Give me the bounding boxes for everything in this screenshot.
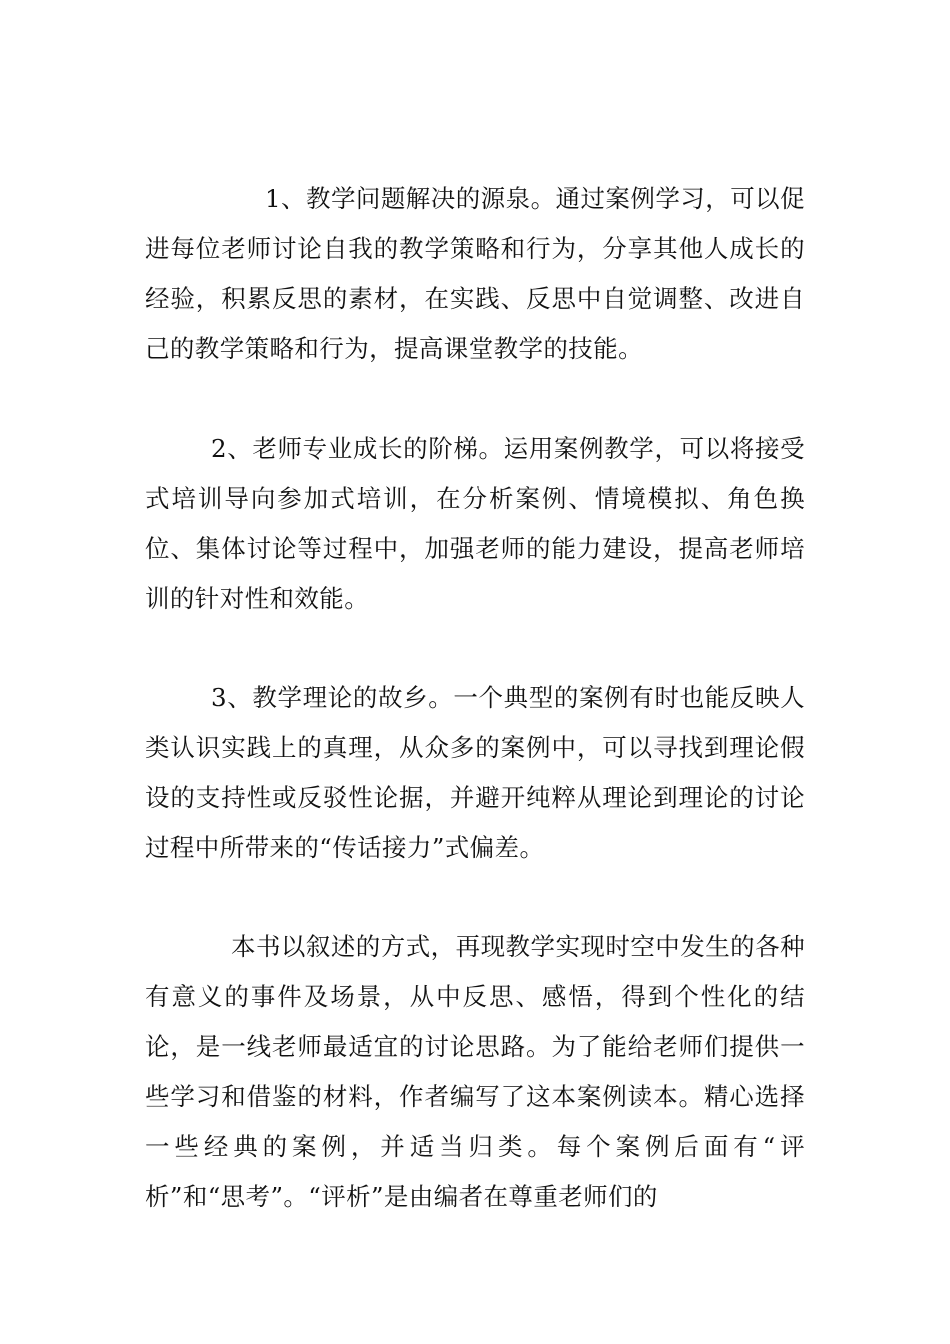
paragraph-teaching-problem-source: 1、教学问题解决的源泉。通过案例学习，可以促进每位老师讨论自我的教学策略和行为，分享其他人成长的经验，积累反思的素材，在实践、反思中自觉调整、改进自己的教学策略和行为，提高课堂教学的技能。 bbox=[145, 184, 805, 363]
paragraph-teacher-growth-ladder: 2、老师专业成长的阶梯。运用案例教学，可以将接受式培训导向参加式培训，在分析案例、情境模拟、角色换位、集体讨论等过程中，加强老师的能力建设，提高老师培训的针对性和效能。 bbox=[145, 434, 805, 613]
paragraph-teaching-theory-hometown: 3、教学理论的故乡。一个典型的案例有时也能反映人类认识实践上的真理，从众多的案例中，可以寻找到理论假设的支持性或反驳性论据，并避开纯粹从理论到理论的讨论过程中所带来的“传话接力”式偏差。 bbox=[145, 683, 805, 862]
paragraph-book-introduction: 本书以叙述的方式，再现教学实现时空中发生的各种有意义的事件及场景，从中反思、感悟，得到个性化的结论，是一线老师最适宜的讨论思路。为了能给老师们提供一些学习和借鉴的材料，作者编写了这本案例读本。精心选择一些经典的案例，并适当归类。每个案例后面有“评析”和“思考”。“评析”是由编者在尊重老师们的 bbox=[145, 932, 805, 1211]
